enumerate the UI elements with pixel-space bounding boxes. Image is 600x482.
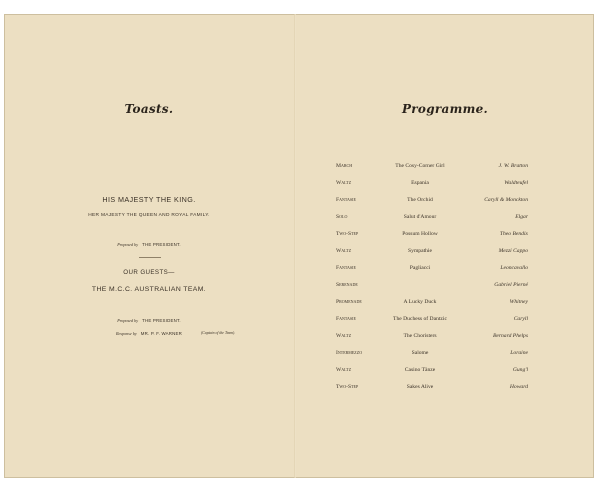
- programme-row: [336, 225, 556, 242]
- piece-composer: Waldteufel: [504, 179, 528, 186]
- piece-composer: Bernard Phelps: [492, 332, 528, 339]
- piece-kind: Fantasie: [336, 315, 356, 322]
- programme-row: [336, 157, 556, 174]
- toasts-heading: Toasts.: [124, 102, 174, 116]
- piece-composer: Theo Bendix: [499, 230, 528, 237]
- piece-title: The Cosy-Corner Girl: [395, 162, 445, 169]
- programme-row: [336, 276, 556, 293]
- piece-kind: Waltz: [336, 332, 352, 339]
- piece-title: Sympathie: [408, 247, 432, 254]
- toast-mcc: THE M.C.C. AUSTRALIAN TEAM.: [91, 286, 207, 293]
- piece-kind: Waltz: [336, 247, 352, 254]
- piece-composer: Whitney: [509, 298, 528, 305]
- programme-heading: Programme.: [401, 102, 489, 116]
- piece-title: A Lucky Duck: [403, 298, 437, 305]
- proposed-line-1: [4, 233, 294, 251]
- response-line: [4, 322, 294, 340]
- programme-row: [336, 327, 556, 344]
- piece-composer: Caryll: [513, 315, 528, 322]
- piece-composer: Gabriel Pierné: [494, 281, 528, 288]
- proposed-person-1: THE PRESIDENT.: [142, 242, 181, 247]
- captain-note: (Captain of the Team).: [201, 331, 236, 335]
- toast-king: HIS MAJESTY THE KING.: [102, 195, 196, 204]
- response-label: Response by: [115, 331, 137, 336]
- piece-kind: Fantasie: [336, 264, 356, 271]
- piece-composer: Gung'l: [512, 366, 528, 373]
- piece-composer: Leoncavallo: [500, 264, 528, 271]
- programme-row: [336, 208, 556, 225]
- piece-title: Espania: [411, 179, 429, 186]
- piece-title: Sakes Alive: [406, 383, 434, 390]
- piece-kind: Two-Step: [336, 383, 359, 390]
- piece-title: Salut d'Amour: [403, 213, 437, 220]
- programme-row: [336, 293, 556, 310]
- programme-row: [336, 191, 556, 208]
- piece-title: The Duchess of Dantzic: [393, 315, 447, 322]
- programme-panel: [296, 14, 594, 478]
- programme-row: [336, 174, 556, 191]
- piece-title: Pagliacci: [409, 264, 431, 271]
- piece-composer: Elgar: [515, 213, 528, 220]
- piece-kind: Waltz: [336, 366, 352, 373]
- piece-composer: Howard: [509, 383, 528, 390]
- menu-card: [4, 14, 594, 478]
- piece-title: The Choristers: [403, 332, 437, 339]
- piece-composer: Mezzi Cappo: [498, 247, 528, 254]
- toast-guests: OUR GUESTS—: [123, 269, 175, 276]
- toast-queen: HER MAJESTY THE QUEEN AND ROYAL FAMILY.: [88, 213, 210, 218]
- piece-kind: March: [336, 162, 353, 169]
- proposed-label-1: Proposed by: [117, 242, 139, 247]
- programme-row: [336, 378, 556, 395]
- programme-row: [336, 361, 556, 378]
- proposed-person-2: THE PRESIDENT.: [142, 318, 181, 323]
- programme-row: [336, 310, 556, 327]
- piece-composer: J. W. Bratton: [498, 162, 528, 169]
- programme-row: [336, 344, 556, 361]
- piece-title: Possum Hollow: [402, 230, 438, 237]
- piece-title: Salome: [411, 349, 429, 356]
- piece-kind: Waltz: [336, 179, 352, 186]
- piece-kind: Solo: [336, 213, 348, 220]
- piece-title: The Orchid: [407, 196, 433, 203]
- programme-list: [336, 157, 556, 395]
- piece-kind: Fantasie: [336, 196, 356, 203]
- toasts-panel: [4, 14, 294, 478]
- piece-kind: Promenade: [336, 298, 362, 305]
- piece-kind: Two-Step: [336, 230, 359, 237]
- response-person: MR. P. F. WARNER: [140, 331, 183, 336]
- piece-title: Casino Tänze: [404, 366, 436, 373]
- programme-row: [336, 242, 556, 259]
- piece-kind: Intermezzo: [336, 349, 363, 356]
- programme-row: [336, 259, 556, 276]
- piece-composer: Caryll & Monckton: [484, 196, 528, 203]
- proposed-label-2: Proposed by: [117, 318, 139, 323]
- piece-composer: Loraine: [510, 349, 528, 356]
- divider-rule: [139, 257, 161, 258]
- piece-kind: Serenade: [336, 281, 358, 288]
